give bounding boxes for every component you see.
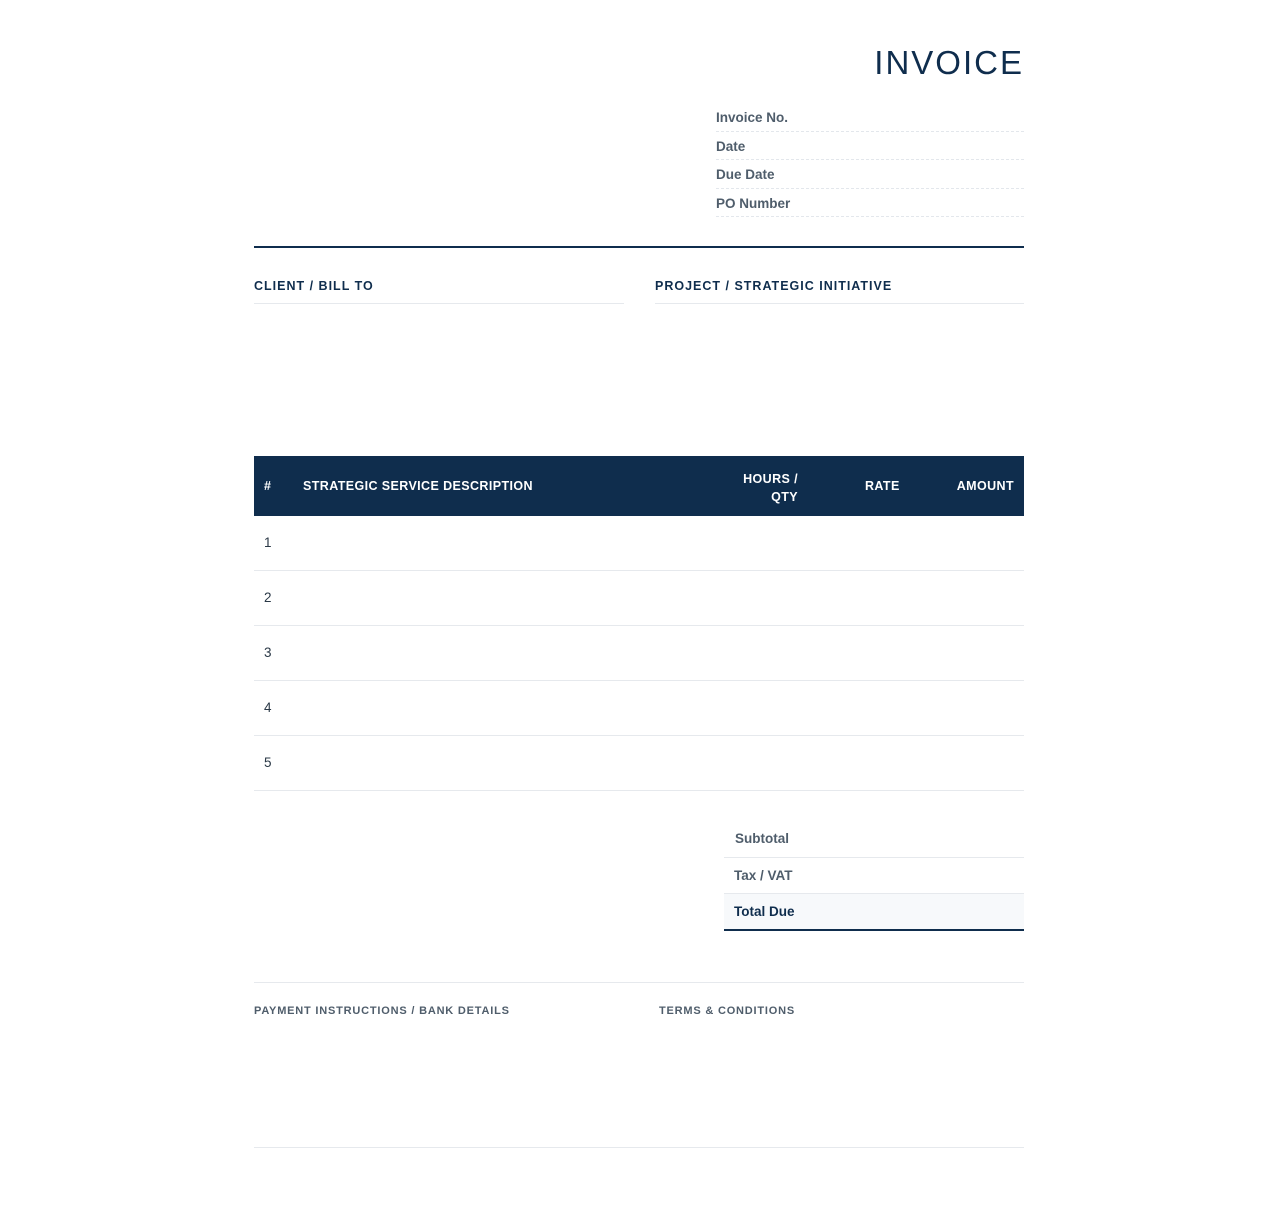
row-number: 1 <box>264 535 272 550</box>
invoice-page <box>254 0 1024 1228</box>
footer-divider-top <box>254 982 1024 983</box>
date-field[interactable]: Date <box>716 132 1024 161</box>
footer-divider-bottom <box>254 1147 1024 1148</box>
line-items-table <box>254 456 1024 791</box>
totals-block <box>724 821 1024 931</box>
invoice-meta <box>716 103 1024 217</box>
row-number: 3 <box>264 645 272 660</box>
column-header-amount: AMOUNT <box>956 479 1014 493</box>
tax-row: Tax / VAT <box>724 858 1024 895</box>
column-header-hours-line1: HOURS / <box>743 472 798 486</box>
total-due-row: Total Due <box>724 894 1024 931</box>
project-label: PROJECT / STRATEGIC INITIATIVE <box>655 279 1024 304</box>
header-divider <box>254 246 1024 248</box>
row-number: 2 <box>264 590 272 605</box>
client-bill-to-label: CLIENT / BILL TO <box>254 279 624 304</box>
column-header-hours <box>718 470 798 506</box>
terms-conditions-label: TERMS & CONDITIONS <box>659 1005 796 1017</box>
table-header <box>254 456 1024 516</box>
table-row[interactable] <box>254 736 1024 791</box>
table-row[interactable] <box>254 516 1024 571</box>
invoice-title: INVOICE <box>874 44 1024 81</box>
row-number: 5 <box>264 755 272 770</box>
table-row[interactable] <box>254 681 1024 736</box>
row-number: 4 <box>264 700 272 715</box>
table-row[interactable] <box>254 626 1024 681</box>
payment-instructions-label: PAYMENT INSTRUCTIONS / BANK DETAILS <box>254 1005 510 1017</box>
table-row[interactable] <box>254 571 1024 626</box>
column-header-description: STRATEGIC SERVICE DESCRIPTION <box>303 479 533 493</box>
column-header-hours-line2: QTY <box>771 490 798 504</box>
due-date-field[interactable]: Due Date <box>716 160 1024 189</box>
invoice-number-field[interactable]: Invoice No. <box>716 103 1024 132</box>
po-number-field[interactable]: PO Number <box>716 189 1024 218</box>
column-header-rate: RATE <box>865 479 900 493</box>
column-header-number: # <box>264 479 272 493</box>
subtotal-row: Subtotal <box>724 821 1024 858</box>
